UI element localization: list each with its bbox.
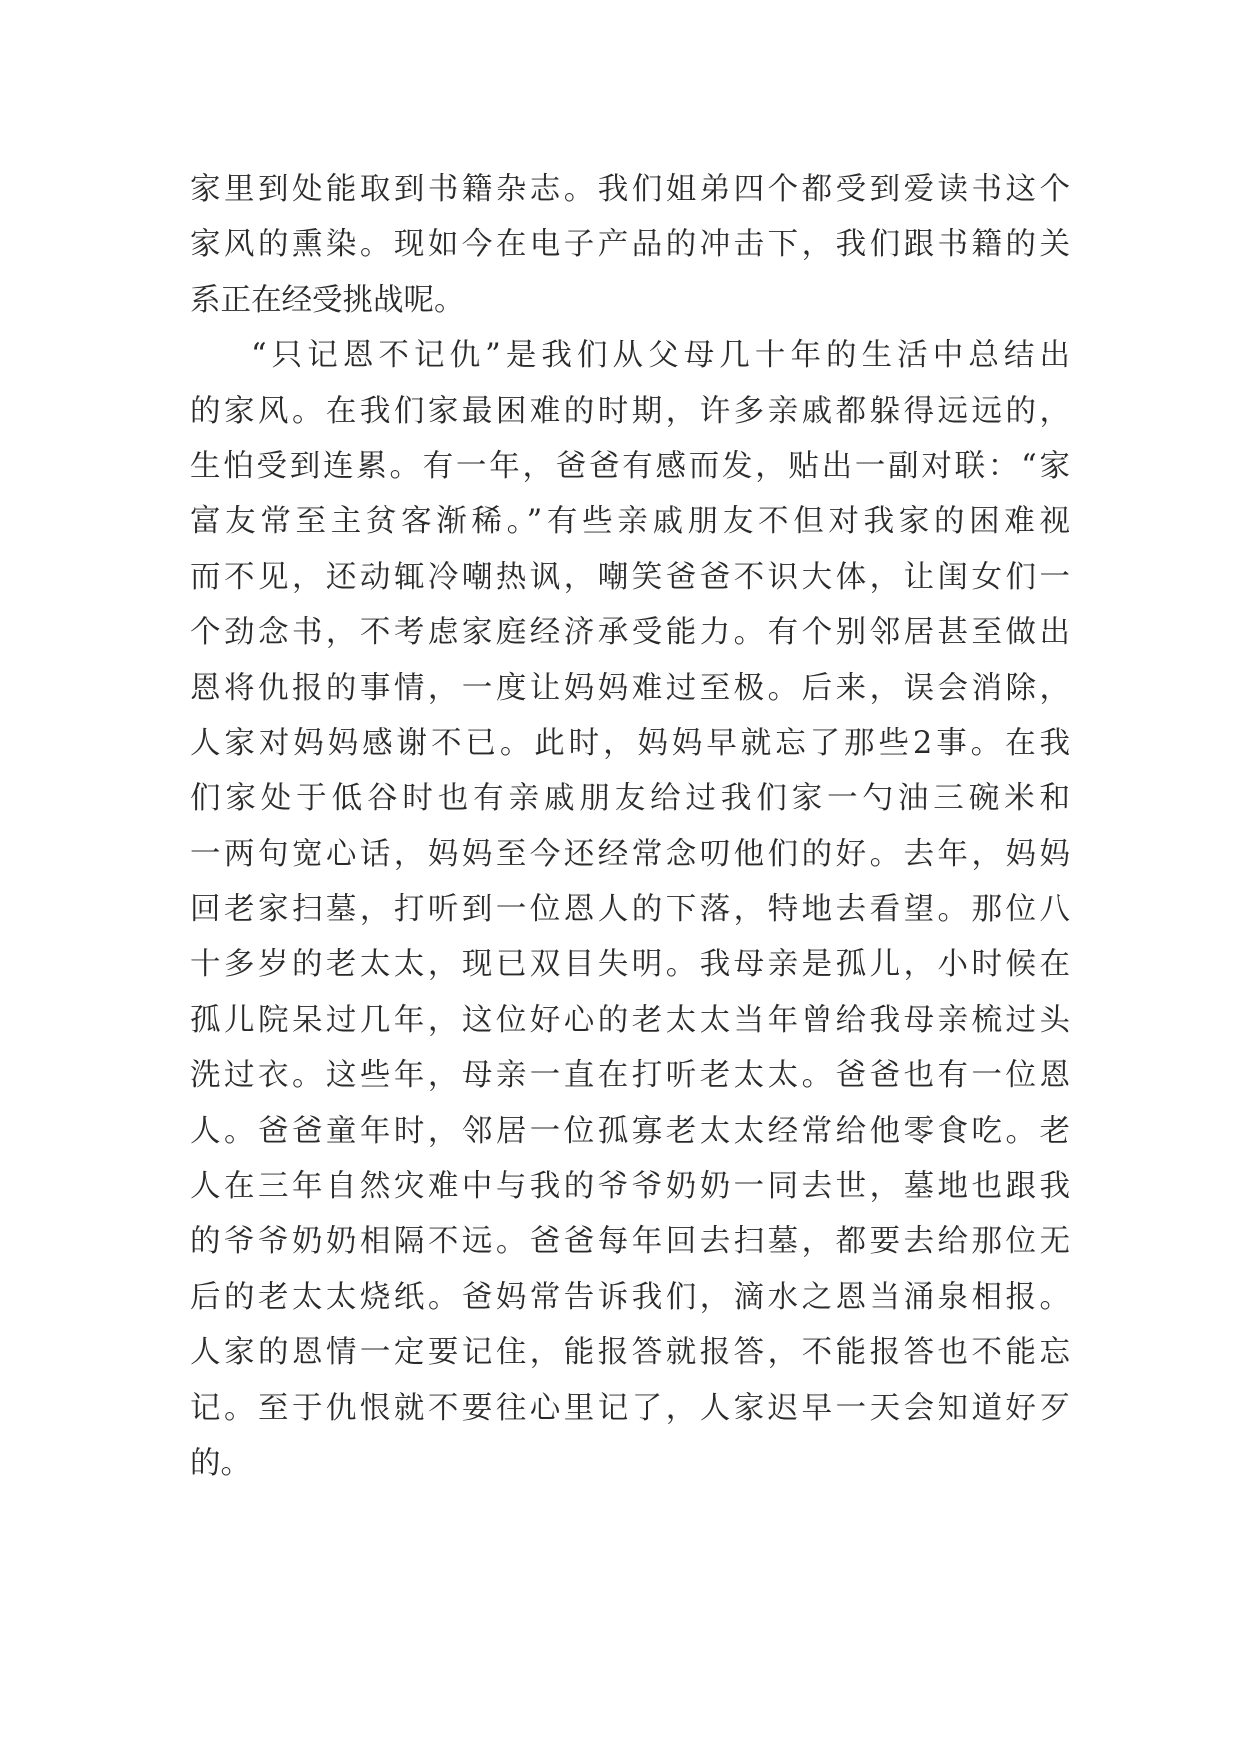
- text-line: 一两句宽心话，妈妈至今还经常念叨他们的好。去年，妈妈: [190, 836, 1070, 872]
- text-line: 记。至于仇恨就不要往心里记了，人家迟早一天会知道好歹: [190, 1390, 1070, 1426]
- text-line: 系正在经受挑战呢。: [190, 282, 465, 318]
- body-text: [190, 162, 1070, 1491]
- text-line: 孤儿院呆过几年，这位好心的老太太当年曾给我母亲梳过头: [190, 1002, 1070, 1038]
- text-line: 们家处于低谷时也有亲戚朋友给过我们家一勺油三碗米和: [190, 781, 1070, 817]
- text-line: 人。爸爸童年时，邻居一位孤寡老太太经常给他零食吃。老: [190, 1113, 1070, 1149]
- paragraph-start-line: “只记恩不记仇”是我们从父母几十年的生活中总结出: [251, 338, 1070, 374]
- text-line: 家里到处能取到书籍杂志。我们姐弟四个都受到爱读书这个: [190, 172, 1070, 207]
- text-line: 恩将仇报的事情，一度让妈妈难过至极。后来，误会消除，: [190, 670, 1070, 706]
- text-line: 家风的熏染。现如今在电子产品的冲击下，我们跟书籍的关: [190, 227, 1070, 263]
- text-line: 十多岁的老太太，现已双目失明。我母亲是孤儿，小时候在: [190, 947, 1070, 983]
- text-line: 富友常至主贫客渐稀。”有些亲戚朋友不但对我家的困难视: [190, 504, 1070, 540]
- text-line: 回老家扫墓，打听到一位恩人的下落，特地去看望。那位八: [190, 892, 1070, 928]
- text-line: 洗过衣。这些年，母亲一直在打听老太太。爸爸也有一位恩: [190, 1058, 1070, 1094]
- text-line: 生怕受到连累。有一年，爸爸有感而发，贴出一副对联：“家: [190, 448, 1070, 484]
- text-line: 人家的恩情一定要记住，能报答就报答，不能报答也不能忘: [190, 1335, 1070, 1371]
- text-line: 的家风。在我们家最困难的时期，许多亲戚都躲得远远的，: [190, 393, 1070, 429]
- text-line: 人在三年自然灾难中与我的爷爷奶奶一同去世，墓地也跟我: [190, 1169, 1070, 1205]
- text-line: 人家对妈妈感谢不已。此时，妈妈早就忘了那些2事。在我: [190, 725, 1070, 761]
- text-line: 而不见，还动辄冷嘲热讽，嘲笑爸爸不识大体，让闺女们一: [190, 559, 1070, 595]
- text-line: 的爷爷奶奶相隔不远。爸爸每年回去扫墓，都要去给那位无: [190, 1224, 1070, 1260]
- text-line: 后的老太太烧纸。爸妈常告诉我们，滴水之恩当涌泉相报。: [190, 1279, 1070, 1315]
- text-line: 的。: [190, 1445, 251, 1481]
- text-line: 个劲念书，不考虑家庭经济承受能力。有个别邻居甚至做出: [190, 615, 1070, 651]
